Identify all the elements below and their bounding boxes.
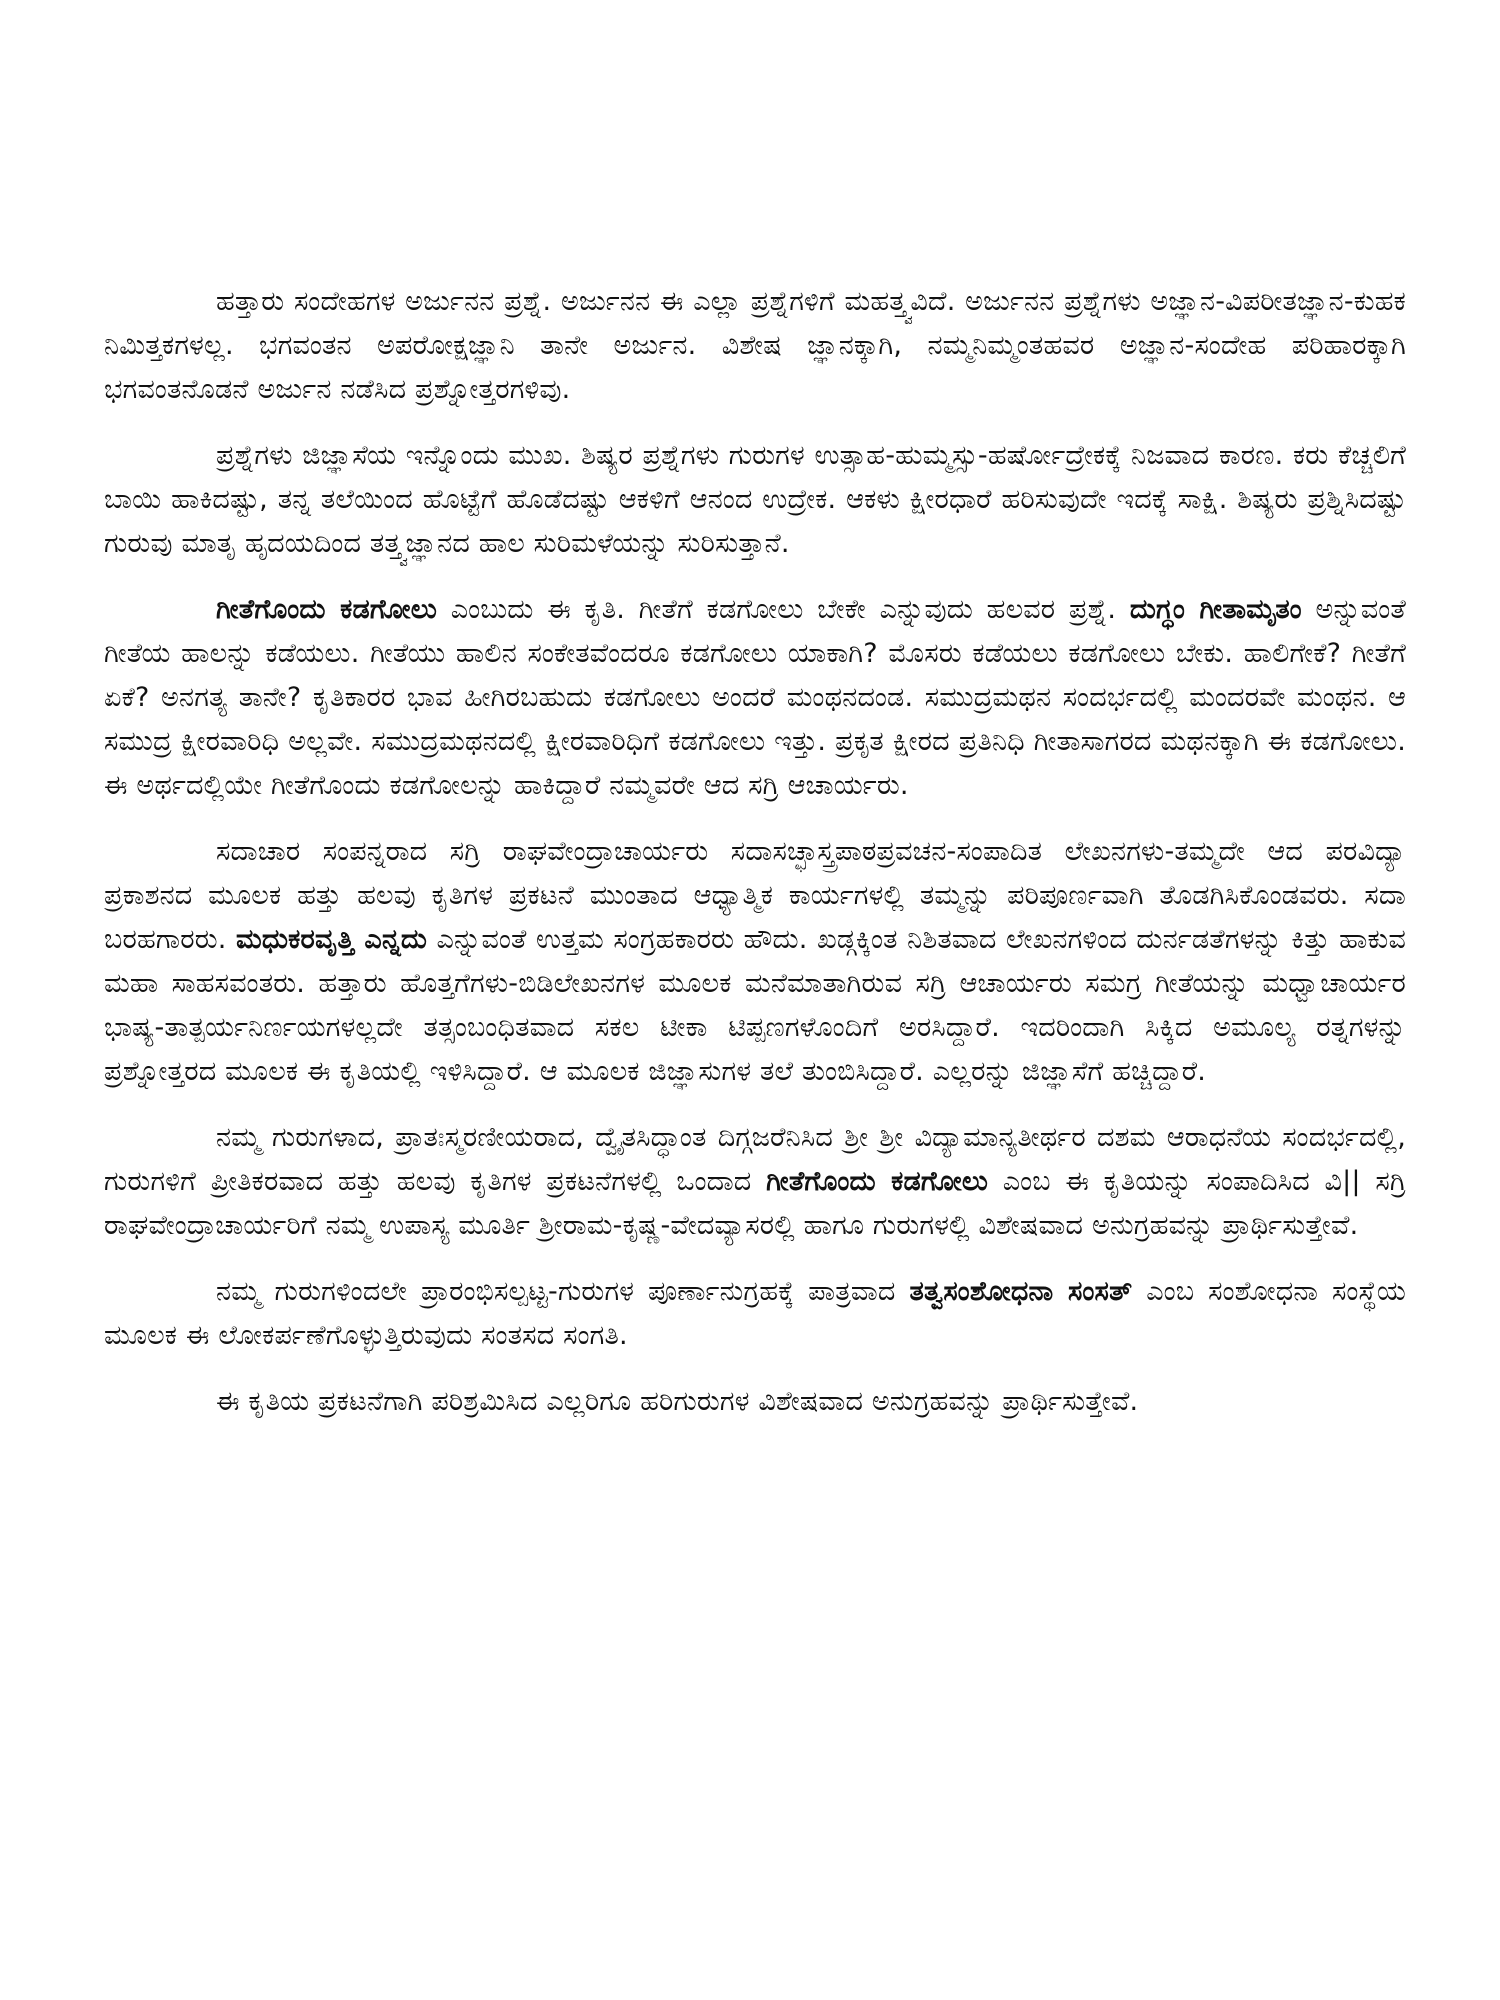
paragraph-1-text: ಹತ್ತಾರು ಸಂದೇಹಗಳ ಅರ್ಜುನನ ಪ್ರಶ್ನೆ. ಅರ್ಜುನನ ಈ ಎಲ್ಲಾ ಪ್ರಶ್ನೆಗಳಿಗೆ ಮಹತ್ತ್ವವಿದೆ. ಅರ್ಜುನನ ಪ್ರಶ್ನೆಗಳು ಅಜ್ಞಾನ-ವಿಪರೀತಜ್ಞಾನ-ಕುಹಕ ನಿಮಿತ್ತಕಗಳಲ್ಲ. ಭಗವಂತನ ಅಪರೋಕ್ಷಜ್ಞಾನಿ ತಾನೇ ಅರ್ಜುನ. ವಿಶೇಷ ಜ್ಞಾನಕ್ಕಾಗಿ, ನಮ್ಮನಿಮ್ಮಂತಹವರ ಅಜ್ಞಾನ-ಸಂದೇಹ ಪರಿಹಾರಕ್ಕಾಗಿ ಭಗವಂತನೊಡನೆ ಅರ್ಜುನ ನಡೆಸಿದ ಪ್ರಶ್ನೋತ್ತರಗಳಿವು.	[104, 286, 1406, 405]
paragraph-5	[104, 1116, 1406, 1248]
tattvasamshodhana-samsat-bold: ತತ್ವಸಂಶೋಧನಾ ಸಂಸತ್	[909, 1276, 1133, 1307]
paragraph-5-text-b: ಎಂಬ ಈ ಕೃತಿಯನ್ನು ಸಂಪಾದಿಸಿದ ವಿ|| ಸಗ್ರಿ ರಾಘವೇಂದ್ರಾಚಾರ್ಯರಿಗೆ ನಮ್ಮ ಉಪಾಸ್ಯ ಮೂರ್ತಿ ಶ್ರೀರಾಮ-ಕೃಷ್ಣ-ವೇದವ್ಯಾಸರಲ್ಲಿ ಹಾಗೂ ಗುರುಗಳಲ್ಲಿ ವಿಶೇಷವಾದ ಅನುಗ್ರಹವನ್ನು ಪ್ರಾರ್ಥಿಸುತ್ತೇವೆ.	[104, 1166, 1406, 1241]
paragraph-3-text-b: ಅನ್ನುವಂತೆ ಗೀತೆಯ ಹಾಲನ್ನು ಕಡೆಯಲು. ಗೀತೆಯು ಹಾಲಿನ ಸಂಕೇತವೆಂದರೂ ಕಡಗೋಲು ಯಾಕಾಗಿ? ಮೊಸರು ಕಡೆಯಲು ಕಡಗೋಲು ಬೇಕು. ಹಾಲಿಗೇಕೆ? ಗೀತೆಗೆ ಏಕೆ? ಅನಗತ್ಯ ತಾನೇ? ಕೃತಿಕಾರರ ಭಾವ ಹೀಗಿರಬಹುದು ಕಡಗೋಲು ಅಂದರೆ ಮಂಥನದಂಡ. ಸಮುದ್ರಮಥನ ಸಂದರ್ಭದಲ್ಲಿ ಮಂದರವೇ ಮಂಥನ. ಆ ಸಮುದ್ರ ಕ್ಷೀರವಾರಿಧಿ ಅಲ್ಲವೇ. ಸಮುದ್ರಮಥನದಲ್ಲಿ ಕ್ಷೀರವಾರಿಧಿಗೆ ಕಡಗೋಲು ಇತ್ತು. ಪ್ರಕೃತ ಕ್ಷೀರದ ಪ್ರತಿನಿಧಿ ಗೀತಾಸಾಗರದ ಮಥನಕ್ಕಾಗಿ ಈ ಕಡಗೋಲು. ಈ ಅರ್ಥದಲ್ಲಿಯೇ ಗೀತೆಗೊಂದು ಕಡಗೋಲನ್ನು ಹಾಕಿದ್ದಾರೆ ನಮ್ಮವರೇ ಆದ ಸಗ್ರಿ ಆಚಾರ್ಯರು.	[104, 594, 1406, 801]
book-title-bold: ಗೀತೆಗೊಂದು ಕಡಗೋಲು	[216, 594, 438, 625]
paragraph-2-text: ಪ್ರಶ್ನೆಗಳು ಜಿಜ್ಞಾಸೆಯ ಇನ್ನೊಂದು ಮುಖ. ಶಿಷ್ಯರ ಪ್ರಶ್ನೆಗಳು ಗುರುಗಳ ಉತ್ಸಾಹ-ಹುಮ್ಮಸ್ಸು-ಹರ್ಷೋದ್ರೇಕಕ್ಕೆ ನಿಜವಾದ ಕಾರಣ. ಕರು ಕೆಚ್ಚಲಿಗೆ ಬಾಯಿ ಹಾಕಿದಷ್ಟು, ತನ್ನ ತಲೆಯಿಂದ ಹೊಟ್ಟೆಗೆ ಹೊಡೆದಷ್ಟು ಆಕಳಿಗೆ ಆನಂದ ಉದ್ರೇಕ. ಆಕಳು ಕ್ಷೀರಧಾರೆ ಹರಿಸುವುದೇ ಇದಕ್ಕೆ ಸಾಕ್ಷಿ. ಶಿಷ್ಯರು ಪ್ರಶ್ನಿಸಿದಷ್ಟು ಗುರುವು ಮಾತೃ ಹೃದಯದಿಂದ ತತ್ತ್ವಜ್ಞಾನದ ಹಾಲ ಸುರಿಮಳೆಯನ್ನು ಸುರಿಸುತ್ತಾನೆ.	[104, 440, 1406, 559]
paragraph-3-text-a: ಎಂಬುದು ಈ ಕೃತಿ. ಗೀತೆಗೆ ಕಡಗೋಲು ಬೇಕೇ ಎನ್ನುವುದು ಹಲವರ ಪ್ರಶ್ನೆ.	[437, 594, 1130, 625]
paragraph-7	[104, 1380, 1406, 1424]
paragraph-1	[104, 280, 1406, 412]
madhukaravritti-bold: ಮಧುಕರವೃತ್ತಿ ಎನ್ನದು	[236, 924, 428, 955]
paragraph-5-text-a: ನಮ್ಮ ಗುರುಗಳಾದ, ಪ್ರಾತಃಸ್ಮರಣೀಯರಾದ, ದ್ವೈತಸಿದ್ಧಾಂತ ದಿಗ್ಗಜರೆನಿಸಿದ ಶ್ರೀ ಶ್ರೀ ವಿದ್ಯಾಮಾನ್ಯತೀರ್ಥರ ದಶಮ ಆರಾಧನೆಯ ಸಂದರ್ಭದಲ್ಲಿ, ಗುರುಗಳಿಗೆ ಪ್ರೀತಿಕರವಾದ ಹತ್ತು ಹಲವು ಕೃತಿಗಳ ಪ್ರಕಟನೆಗಳಲ್ಲಿ ಒಂದಾದ	[104, 1122, 1406, 1197]
paragraph-4	[104, 830, 1406, 1094]
book-title-bold-2: ಗೀತೆಗೊಂದು ಕಡಗೋಲು	[766, 1166, 989, 1197]
paragraph-3	[104, 588, 1406, 808]
paragraph-4-text-b: ಎನ್ನುವಂತೆ ಉತ್ತಮ ಸಂಗ್ರಹಕಾರರು ಹೌದು. ಖಡ್ಗಕ್ಕಿಂತ ನಿಶಿತವಾದ ಲೇಖನಗಳಿಂದ ದುರ್ನಡತೆಗಳನ್ನು ಕಿತ್ತು ಹಾಕುವ ಮಹಾ ಸಾಹಸವಂತರು. ಹತ್ತಾರು ಹೊತ್ತಗೆಗಳು-ಬಿಡಿಲೇಖನಗಳ ಮೂಲಕ ಮನೆಮಾತಾಗಿರುವ ಸಗ್ರಿ ಆಚಾರ್ಯರು ಸಮಗ್ರ ಗೀತೆಯನ್ನು ಮಧ್ವಾಚಾರ್ಯರ ಭಾಷ್ಯ-ತಾತ್ಪರ್ಯನಿರ್ಣಯಗಳಲ್ಲದೇ ತತ್ಸಂಬಂಧಿತವಾದ ಸಕಲ ಟೀಕಾ ಟಿಪ್ಪಣಗಳೊಂದಿಗೆ ಅರಸಿದ್ದಾರೆ. ಇದರಿಂದಾಗಿ ಸಿಕ್ಕಿದ ಅಮೂಲ್ಯ ರತ್ನಗಳನ್ನು ಪ್ರಶ್ನೋತ್ತರದ ಮೂಲಕ ಈ ಕೃತಿಯಲ್ಲಿ ಇಳಿಸಿದ್ದಾರೆ. ಆ ಮೂಲಕ ಜಿಜ್ಞಾಸುಗಳ ತಲೆ ತುಂಬಿಸಿದ್ದಾರೆ. ಎಲ್ಲರನ್ನು ಜಿಜ್ಞಾಸೆಗೆ ಹಚ್ಚಿದ್ದಾರೆ.	[104, 924, 1406, 1087]
document-page	[104, 280, 1406, 1446]
dugdham-gitamritam-bold: ದುಗ್ಧಂ ಗೀತಾಮೃತಂ	[1129, 594, 1302, 625]
paragraph-7-text: ಈ ಕೃತಿಯ ಪ್ರಕಟನೆಗಾಗಿ ಪರಿಶ್ರಮಿಸಿದ ಎಲ್ಲರಿಗೂ ಹರಿಗುರುಗಳ ವಿಶೇಷವಾದ ಅನುಗ್ರಹವನ್ನು ಪ್ರಾರ್ಥಿಸುತ್ತೇವೆ.	[216, 1386, 1139, 1417]
paragraph-6	[104, 1270, 1406, 1358]
paragraph-2	[104, 434, 1406, 566]
paragraph-4-text-a: ಸದಾಚಾರ ಸಂಪನ್ನರಾದ ಸಗ್ರಿ ರಾಘವೇಂದ್ರಾಚಾರ್ಯರು ಸದಾಸಚ್ಛಾಸ್ತ್ರಪಾಠಪ್ರವಚನ-ಸಂಪಾದಿತ ಲೇಖನಗಳು-ತಮ್ಮದೇ ಆದ ಪರವಿದ್ಯಾ ಪ್ರಕಾಶನದ ಮೂಲಕ ಹತ್ತು ಹಲವು ಕೃತಿಗಳ ಪ್ರಕಟನೆ ಮುಂತಾದ ಆಧ್ಯಾತ್ಮಿಕ ಕಾರ್ಯಗಳಲ್ಲಿ ತಮ್ಮನ್ನು ಪರಿಪೂರ್ಣವಾಗಿ ತೊಡಗಿಸಿಕೊಂಡವರು. ಸದಾ ಬರಹಗಾರರು.	[104, 836, 1406, 955]
paragraph-6-text-a: ನಮ್ಮ ಗುರುಗಳಿಂದಲೇ ಪ್ರಾರಂಭಿಸಲ್ಪಟ್ಟ-ಗುರುಗಳ ಪೂರ್ಣಾನುಗ್ರಹಕ್ಕೆ ಪಾತ್ರವಾದ	[216, 1276, 910, 1307]
paragraph-6-text-b: ಎಂಬ ಸಂಶೋಧನಾ ಸಂಸ್ಥೆಯ ಮೂಲಕ ಈ ಲೋಕರ್ಪಣೆಗೊಳ್ಳುತ್ತಿರುವುದು ಸಂತಸದ ಸಂಗತಿ.	[104, 1276, 1406, 1351]
